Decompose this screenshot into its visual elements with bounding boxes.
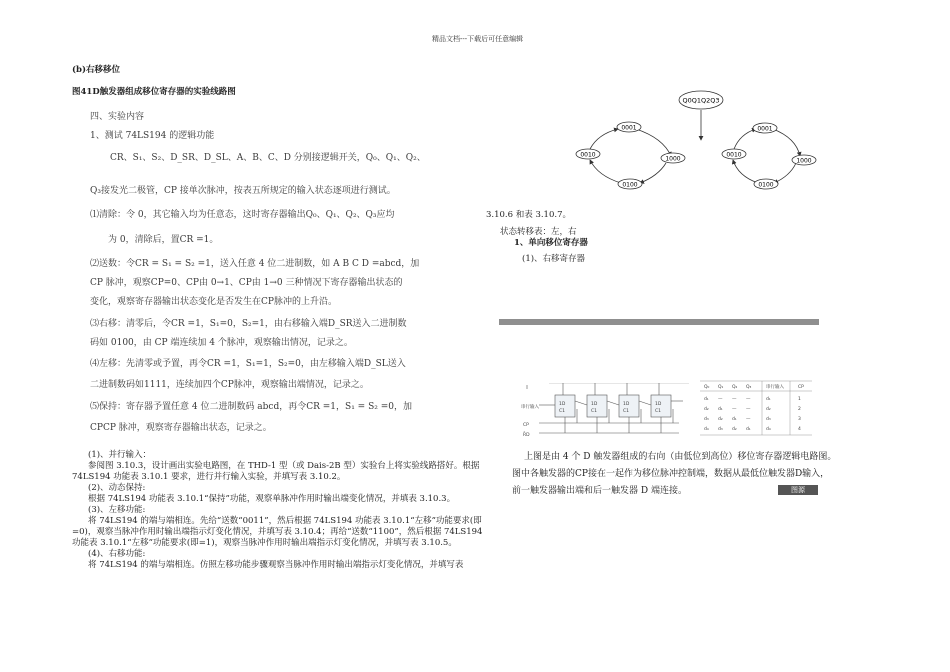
table-cell: d₄ bbox=[766, 427, 771, 432]
desc-line2: 图中各触发器的CP接在一起作为移位脉冲控制端，数据从最低位触发器D输入， bbox=[512, 469, 830, 479]
table-cell: 3 bbox=[798, 417, 801, 422]
desc-line1: 上图是由 4 个 D 触发器组成的右向（由低位到高位）移位寄存器逻辑电路图。 bbox=[524, 452, 837, 462]
svg-text:C1: C1 bbox=[623, 409, 630, 414]
table-header-cell: Q₀ bbox=[704, 385, 710, 390]
table-cell: d₁ bbox=[718, 407, 723, 412]
table-cell: d₃ bbox=[718, 427, 723, 432]
item1-line2: Q₃接发光二极管，CP 接单次脉冲，按表五所规定的输入状态逐项进行测试。 bbox=[90, 186, 396, 196]
table-cell: d₁ bbox=[704, 397, 709, 402]
right-state-2: 0100 bbox=[758, 181, 774, 189]
table-cell: d₃ bbox=[766, 417, 771, 422]
svg-text:1D: 1D bbox=[623, 402, 630, 407]
table-cell: d₁ bbox=[746, 427, 751, 432]
step3-line1: 将 74LS194 的端与端相连。先给“送数“0011”，然后根据 74LS194 功能表 3.10.1“左移”功能要求(即 bbox=[88, 516, 482, 526]
desc-line3: 前一触发器输出端和后一触发器 D 端连接。 bbox=[512, 486, 687, 496]
clear-line2: 为 0，清除后，置CR =1。 bbox=[108, 235, 219, 245]
circuit-cp-label: CP bbox=[523, 423, 529, 428]
svg-text:1D: 1D bbox=[591, 402, 598, 407]
svg-text:1D: 1D bbox=[655, 402, 662, 407]
load-line3: 变化，观察寄存器输出状态变化是否发生在CP脉冲的上升沿。 bbox=[90, 297, 337, 307]
experiment-steps bbox=[72, 450, 482, 571]
step1-line2: 74LS194 功能表 3.10.1 要求，进行并行输入实验，并填写表 3.10.2。 bbox=[72, 472, 346, 482]
table-cell: d₃ bbox=[704, 417, 709, 422]
divider-bar bbox=[499, 319, 819, 325]
table-cell: — bbox=[746, 397, 751, 402]
right-state-3: 0010 bbox=[726, 151, 742, 159]
state-top-label: Q0Q1Q2Q3 bbox=[682, 96, 720, 105]
shift-register-circuit bbox=[519, 383, 699, 443]
table-cell: — bbox=[732, 397, 737, 402]
shift-state-table bbox=[700, 379, 812, 437]
table-cell: 4 bbox=[798, 427, 801, 432]
table-header-cell: 串行输入 bbox=[766, 385, 784, 390]
left-state-3: 0010 bbox=[580, 151, 596, 159]
table-cell: d₄ bbox=[704, 427, 709, 432]
svg-text:C1: C1 bbox=[559, 409, 566, 414]
svg-text:C1: C1 bbox=[591, 409, 598, 414]
tables-ref: 3.10.6 和表 3.10.7。 bbox=[486, 210, 571, 220]
clear-line1: ⑴清除：令 0，其它输入均为任意态，这时寄存器输出Q₀、Q₁、Q₂、Q₃应均 bbox=[90, 210, 395, 220]
right-state-0: 0001 bbox=[757, 125, 773, 133]
table-header-cell: Q₃ bbox=[746, 385, 752, 390]
left-state-2: 0100 bbox=[622, 181, 638, 189]
step3-title: (3)、左移功能: bbox=[88, 505, 146, 515]
section-b-label: (b)右移移位 bbox=[72, 65, 120, 75]
svg-text:C1: C1 bbox=[655, 409, 662, 414]
load-line1: ⑵送数：令CR = S₁ = S₂ =1，送入任意 4 位二进制数，如 A B C D =abcd，加 bbox=[90, 259, 420, 269]
step4-line1: 将 74LS194 的端与端相连。仿照左移功能步骤观察当脉冲作用时输出端指示灯变化情况，并填写表 bbox=[88, 560, 464, 570]
table-cell: d₂ bbox=[766, 407, 771, 412]
table-header-cell: Q₂ bbox=[732, 385, 738, 390]
left-shift-line2: 二进制数码如1111，连续加四个CP脉冲，观察输出端情况，记录之。 bbox=[90, 380, 369, 390]
circuit-rd-label: R̄D bbox=[523, 433, 530, 438]
figure-caption: 图41D触发器组成移位寄存器的实验线路图 bbox=[72, 87, 236, 97]
table-cell: — bbox=[732, 407, 737, 412]
table-cell: d₁ bbox=[766, 397, 771, 402]
table-cell: d₂ bbox=[718, 417, 723, 422]
table-cell: d₁ bbox=[732, 417, 737, 422]
table-cell: 2 bbox=[798, 407, 801, 412]
step3-line3: 功能表 3.10.1“左移”功能要求(即=1)，观察当脉冲作用时输出端指示灯变化情况，并填写表 3.10.5。 bbox=[72, 538, 457, 548]
subheading-right-shift: (1)、右移寄存器 bbox=[522, 254, 586, 264]
right-shift-line1: ⑶右移：清零后，令CR =1，S₁=0，S₂=1，由右移输入端D_SR送入二进制数 bbox=[90, 319, 407, 329]
table-cell: — bbox=[746, 417, 751, 422]
state-transition-diagram bbox=[568, 88, 838, 198]
left-state-1: 1000 bbox=[665, 155, 681, 163]
step4-title: (4)、右移功能: bbox=[88, 549, 146, 559]
table-cell: 1 bbox=[798, 397, 801, 402]
page-header: 精品文档---下载后可任意编辑 bbox=[432, 35, 524, 43]
left-shift-line1: ⑷左移：先清零或予置，再令CR =1，S₁=1，S₂=0，由左移输入端D_SL送入 bbox=[90, 359, 406, 369]
left-state-0: 0001 bbox=[621, 124, 637, 132]
source-tag: 图源 bbox=[778, 485, 818, 495]
heading-unidirectional: 1、单向移位寄存器 bbox=[514, 238, 588, 248]
step1-title: (1)、并行输入： bbox=[88, 450, 152, 460]
circuit-serial-input-label: 串行输入 bbox=[521, 405, 539, 410]
hold-line1: ⑸保持：寄存器予置任意 4 位二进制数码 abcd，再令CR =1，S₁ = S₂ =0，加 bbox=[90, 402, 412, 412]
hold-line2: CPCP 脉冲，观察寄存器输出状态，记录之。 bbox=[90, 423, 272, 433]
section-title: 四、实验内容 bbox=[90, 112, 145, 122]
item1-title: 1、测试 74LS194 的逻辑功能 bbox=[90, 131, 215, 141]
table-cell: d₂ bbox=[732, 427, 737, 432]
table-cell: — bbox=[746, 407, 751, 412]
item1-line1: CR、S₁、S₂、D_SR、D_SL、A、B、C、D 分别接逻辑开关，Q₀、Q₁、Q₂、 bbox=[110, 153, 426, 163]
step1-line1: 参阅图 3.10.3，设计画出实验电路图，在 THD-1 型（或 Dais-2B 型）实验台上将实验线路搭好。根据 bbox=[88, 461, 480, 471]
right-state-ring bbox=[722, 123, 816, 189]
table-header-cell: CP bbox=[798, 385, 804, 390]
table-cell: d₂ bbox=[704, 407, 709, 412]
step3-line2: =0)，观察当脉冲作用时输出端指示灯变化情况，并填写表 3.10.4；再给“送数“1100”，然后根据 74LS194 bbox=[72, 527, 483, 537]
svg-text:1D: 1D bbox=[559, 402, 566, 407]
left-state-ring bbox=[576, 122, 685, 189]
table-header-cell: Q₁ bbox=[718, 385, 724, 390]
table-cell: — bbox=[718, 397, 723, 402]
right-shift-line2: 码如 0100，由 CP 端连续加 4 个脉冲，观察输出情况，记录之。 bbox=[90, 338, 353, 348]
state-transfer-table: 状态转移表：左，右 bbox=[500, 227, 577, 237]
step2-line1: 根据 74LS194 功能表 3.10.1“保持”功能，观察单脉冲作用时输出端变化情况，并填表 3.10.3。 bbox=[88, 494, 456, 504]
right-state-1: 1000 bbox=[796, 157, 812, 165]
step2-title: (2)、动态保持: bbox=[88, 483, 146, 493]
load-line2: CP 脉冲，观察CP=0、CP由 0→1、CP由 1→0 三种情况下寄存器输出状态的 bbox=[90, 278, 403, 288]
